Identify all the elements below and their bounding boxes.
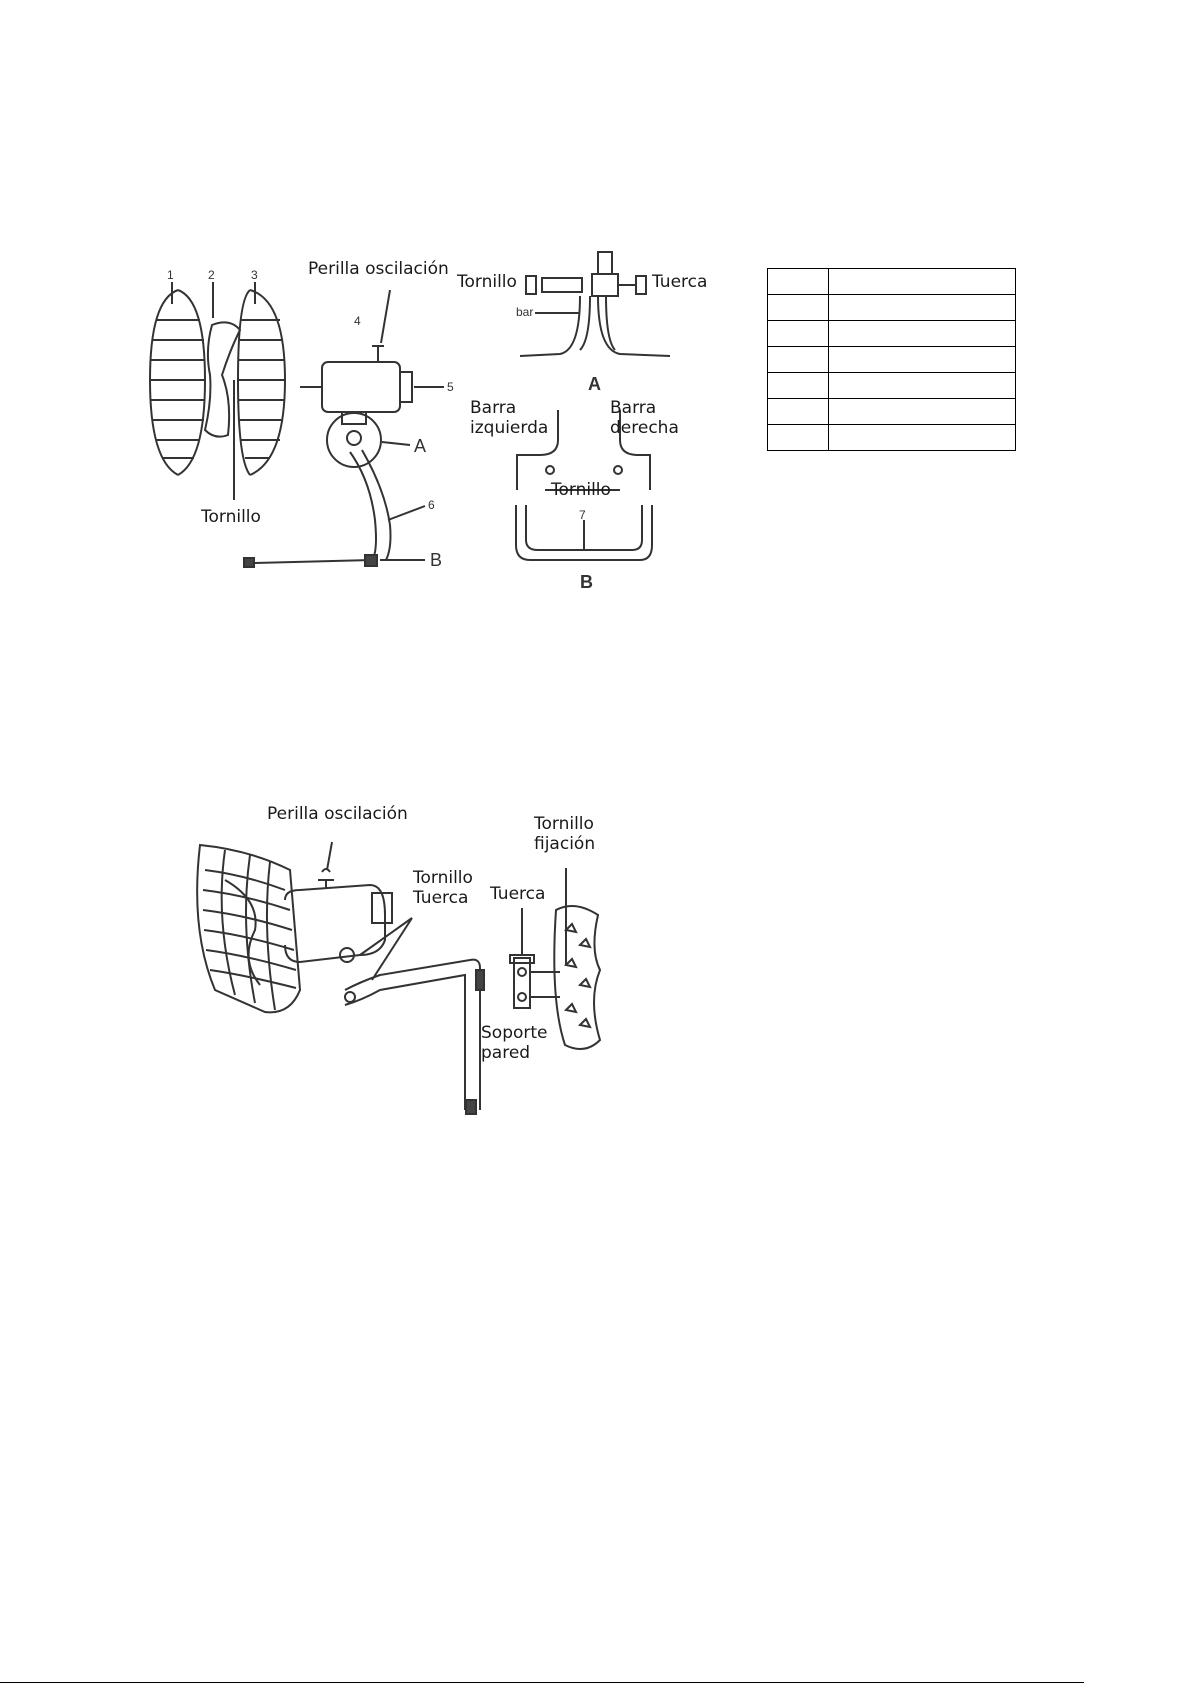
oscillation-knob-label: Perilla oscilación — [308, 259, 449, 279]
support-arm-illustration — [345, 960, 480, 1110]
screw-nut-label: Tornillo Tuerca — [413, 868, 473, 908]
page-bottom-rule — [0, 1682, 1084, 1683]
detail-b-caption: B — [580, 572, 593, 592]
part-number-3: 3 — [251, 268, 258, 282]
point-b-label: B — [430, 550, 443, 570]
detail-a-screw-label: Tornillo — [457, 272, 517, 292]
detail-b-screw-label: Tornillo — [551, 480, 611, 500]
fan-grill-illustration — [197, 845, 300, 1012]
detail-a-caption: A — [588, 374, 601, 394]
left-bar-label: Barra izquierda — [470, 398, 549, 438]
detail-a-nut-label: Tuerca — [652, 272, 708, 292]
part-number-7: 7 — [579, 508, 586, 522]
part-number-4: 4 — [354, 314, 361, 328]
part-number-6: 6 — [428, 498, 435, 512]
nut-label: Tuerca — [490, 884, 546, 904]
wall-support-label: Soporte pared — [481, 1023, 548, 1063]
part-number-1: 1 — [167, 268, 174, 282]
fixing-screw-label: Tornillo fijación — [534, 814, 596, 854]
motor-housing-illustration — [285, 885, 385, 962]
detail-a-bar-label: bar — [516, 305, 534, 319]
oscillation-knob-label-2: Perilla oscilación — [267, 804, 408, 824]
part-number-2: 2 — [208, 268, 215, 282]
part-number-5: 5 — [447, 380, 454, 394]
wall-illustration — [554, 868, 600, 1049]
point-a-label: A — [414, 436, 427, 456]
right-bar-label: Barra derecha — [610, 398, 679, 438]
wall-bracket-illustration — [510, 908, 560, 1008]
screw-label: Tornillo — [201, 507, 261, 527]
